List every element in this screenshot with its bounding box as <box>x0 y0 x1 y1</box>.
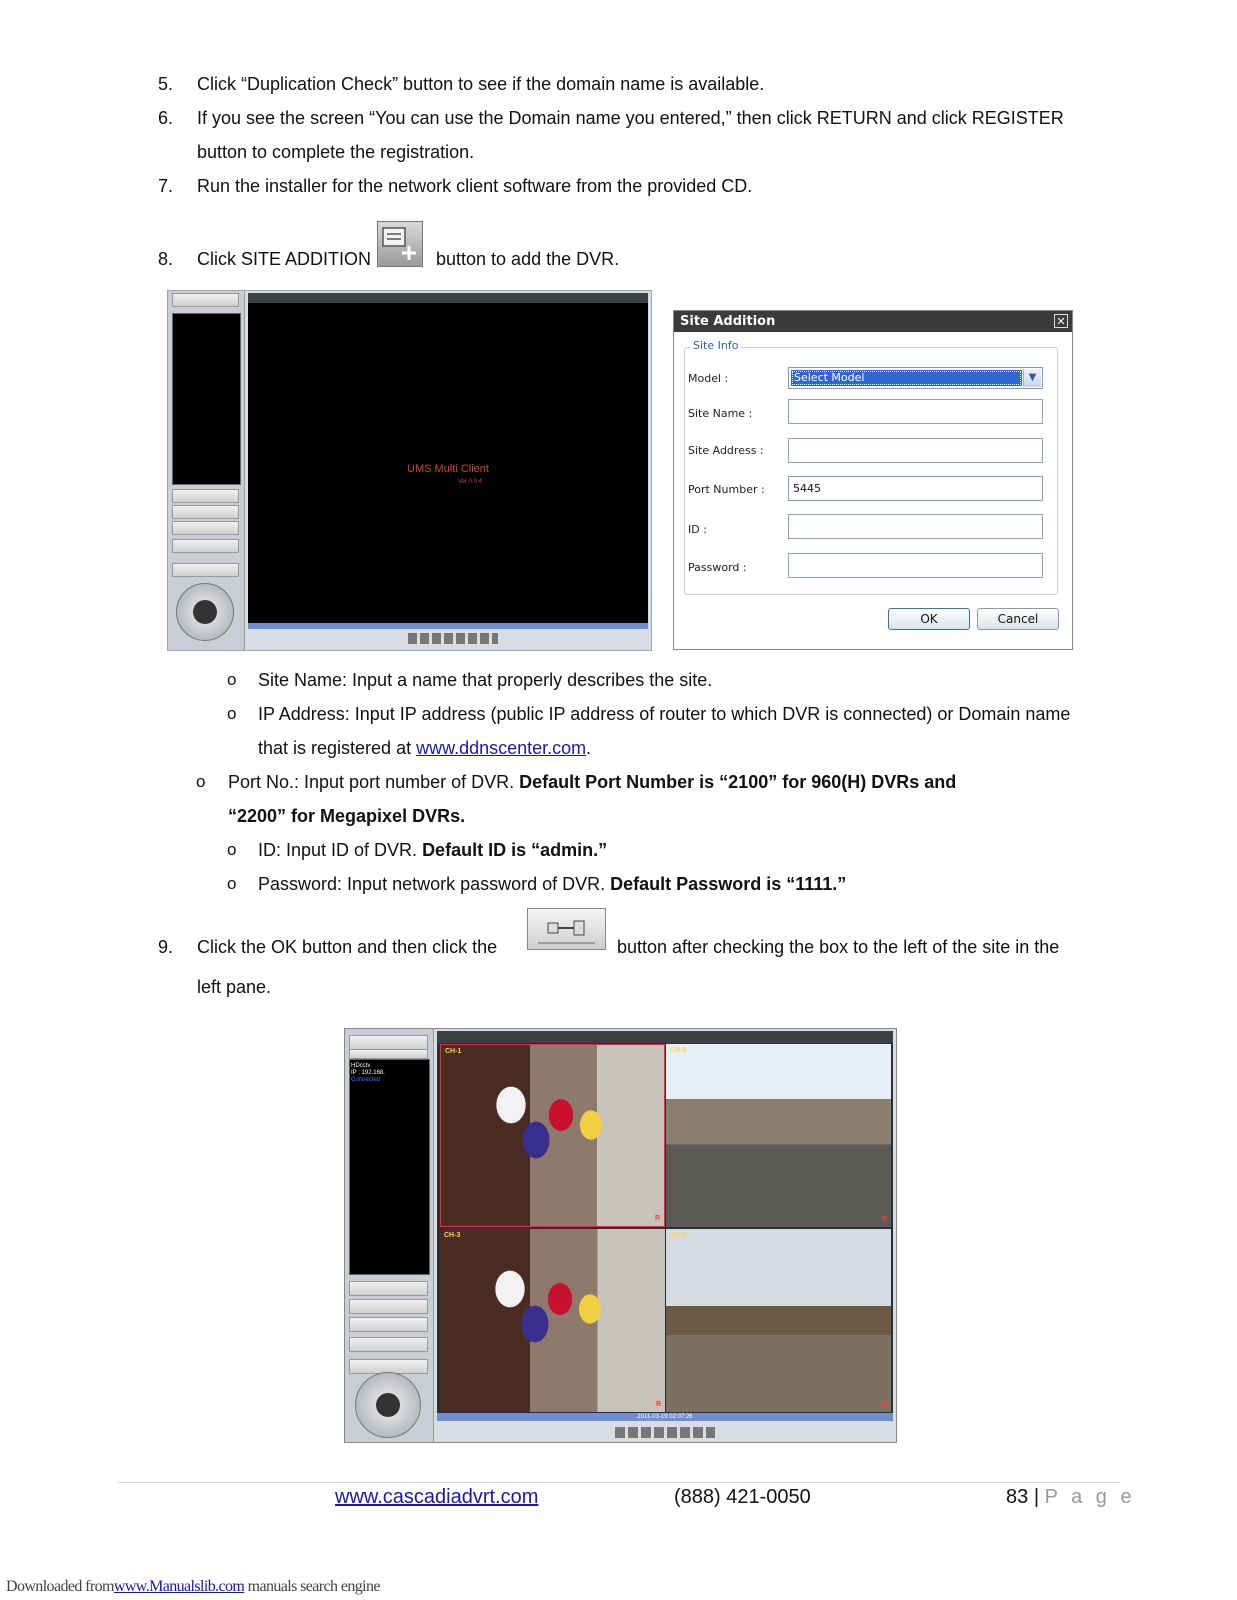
ddnscenter-link[interactable]: www.ddnscenter.com <box>416 738 587 758</box>
site-list <box>172 313 241 485</box>
app-version: Ver 0.0.4 <box>458 479 483 485</box>
camera-label: CH-4 <box>670 1232 687 1239</box>
connect-buttons <box>349 1281 428 1296</box>
site-name-field[interactable] <box>788 399 1043 424</box>
step-text: If you see the screen “You can use the Domain name you entered,” then click RETURN and click REGISTER <box>197 108 1064 128</box>
site-address-label: Site Address : <box>688 444 764 457</box>
id-default-note: Default ID is “admin.” <box>422 840 608 860</box>
layout-buttons <box>408 633 498 644</box>
step-number: 9. <box>158 937 174 957</box>
group-legend: Site Info <box>690 339 741 352</box>
camera-grid <box>437 1031 893 1421</box>
site-status: Connected <box>351 1077 381 1083</box>
left-pane <box>345 1029 434 1442</box>
timestamp: 2011-03-19 02:07:26 <box>637 1414 693 1420</box>
model-select[interactable] <box>788 367 1043 389</box>
bullet-marker: o <box>196 772 206 791</box>
step-number: 8. <box>158 249 174 269</box>
bullet-marker: o <box>227 840 237 859</box>
volume-sliders <box>349 1337 428 1352</box>
step-text: Click “Duplication Check” button to see if the domain name is available. <box>197 74 765 94</box>
model-selected-value: Select Model <box>791 370 1022 386</box>
port-default-note: Default Port Number is “2100” for 960(H) DVRs and <box>519 772 957 792</box>
control-buttons <box>349 1317 428 1332</box>
password-field[interactable] <box>788 553 1043 578</box>
port-number-field[interactable]: 5445 <box>788 476 1043 501</box>
period: . <box>586 738 592 758</box>
bullet-text: IP Address: Input IP address (public IP address of router to which DVR is connected) or Domain name <box>258 704 1071 724</box>
site-address-field[interactable] <box>788 438 1043 463</box>
control-buttons <box>172 505 239 519</box>
volume-sliders <box>172 539 239 553</box>
camera-view-screenshot <box>344 1028 897 1443</box>
ptz-dial-icon <box>176 583 234 641</box>
manualslib-link[interactable]: www.Manualslib.com <box>113 1578 245 1595</box>
bullet-text: Site Name: Input a name that properly describes the site. <box>258 670 713 690</box>
dialog-title: Site Addition <box>674 311 1072 332</box>
camera-tile[interactable] <box>666 1044 891 1227</box>
connect-buttons <box>172 489 239 503</box>
camera-label: CH-2 <box>670 1047 687 1054</box>
left-pane <box>168 291 245 650</box>
control-buttons <box>349 1299 428 1314</box>
site-ip: IP : 192.168. <box>351 1070 385 1076</box>
footer-divider <box>118 1482 1120 1483</box>
toolbar <box>349 1035 428 1050</box>
bullet-marker: o <box>227 704 237 723</box>
connect-icon <box>527 908 606 950</box>
video-viewer <box>248 293 648 629</box>
record-indicator: R <box>654 1215 660 1222</box>
step-text: left pane. <box>197 977 272 997</box>
site-addition-icon <box>377 221 423 267</box>
bullet-marker: o <box>227 874 237 893</box>
cancel-button[interactable]: Cancel <box>977 608 1059 630</box>
step-text: Click SITE ADDITION <box>197 249 372 269</box>
id-label: ID : <box>688 523 707 536</box>
model-label: Model : <box>688 372 729 385</box>
download-prefix: Downloaded from <box>6 1578 114 1595</box>
step-text: button to complete the registration. <box>197 142 475 162</box>
download-suffix: manuals search engine <box>244 1578 380 1595</box>
ptz-buttons <box>172 563 239 577</box>
site-list <box>349 1059 430 1275</box>
bullet-text: that is registered at <box>258 738 417 758</box>
site-name: HDcctv <box>351 1063 371 1069</box>
step-text: Run the installer for the network client software from the provided CD. <box>197 176 753 196</box>
control-buttons <box>172 521 239 535</box>
ok-button[interactable]: OK <box>888 608 970 630</box>
camera-label: CH-3 <box>444 1232 461 1239</box>
step-number: 7. <box>158 176 174 196</box>
camera-label: CH-1 <box>445 1048 462 1055</box>
step-number: 6. <box>158 108 174 128</box>
camera-tile[interactable] <box>666 1229 891 1412</box>
toolbar <box>172 293 239 307</box>
record-indicator: R <box>881 1216 887 1223</box>
site-addition-dialog <box>673 310 1073 650</box>
camera-tile[interactable] <box>440 1044 665 1227</box>
download-note <box>6 1578 380 1596</box>
page-word: P a g e <box>1044 1486 1136 1508</box>
password-label: Password : <box>688 561 747 574</box>
port-default-note: “2200” for Megapixel DVRs. <box>228 806 466 826</box>
website-link[interactable]: www.cascadiadvrt.com <box>335 1486 539 1508</box>
close-icon[interactable]: ✕ <box>1054 314 1068 328</box>
step-number: 5. <box>158 74 174 94</box>
site-list-header <box>349 1049 428 1059</box>
site-name-label: Site Name : <box>688 407 753 420</box>
bullet-text: Port No.: Input port number of DVR. <box>228 772 520 792</box>
port-number-label: Port Number : <box>688 483 765 496</box>
page-number: 83 <box>1006 1486 1029 1508</box>
phone-number: (888) 421-0050 <box>674 1486 811 1508</box>
bullet-text: ID: Input ID of DVR. <box>258 840 423 860</box>
bullet-text: Password: Input network password of DVR. <box>258 874 611 894</box>
record-indicator: R <box>881 1401 887 1408</box>
step-text: button after checking the box to the left of the site in the <box>617 937 1060 957</box>
bullet-marker: o <box>227 670 237 689</box>
layout-buttons <box>615 1427 715 1438</box>
page-separator: | <box>1033 1486 1040 1508</box>
id-field[interactable] <box>788 514 1043 539</box>
ums-client-screenshot <box>167 290 652 651</box>
bullet-port-continued <box>228 805 465 827</box>
camera-tile[interactable] <box>440 1229 665 1412</box>
password-default-note: Default Password is “1111.” <box>610 874 847 894</box>
page-number-block <box>1006 1485 1136 1509</box>
step-text: button to add the DVR. <box>436 249 620 269</box>
ptz-dial-icon <box>355 1372 421 1438</box>
bullet-ip-address-continued <box>258 737 591 759</box>
site-list-item <box>351 1063 385 1084</box>
chevron-down-icon[interactable]: ▼ <box>1023 369 1041 387</box>
record-indicator: R <box>655 1401 661 1408</box>
app-brand: UMS Multi Client <box>407 463 489 475</box>
step-text: Click the OK button and then click the <box>197 937 498 957</box>
